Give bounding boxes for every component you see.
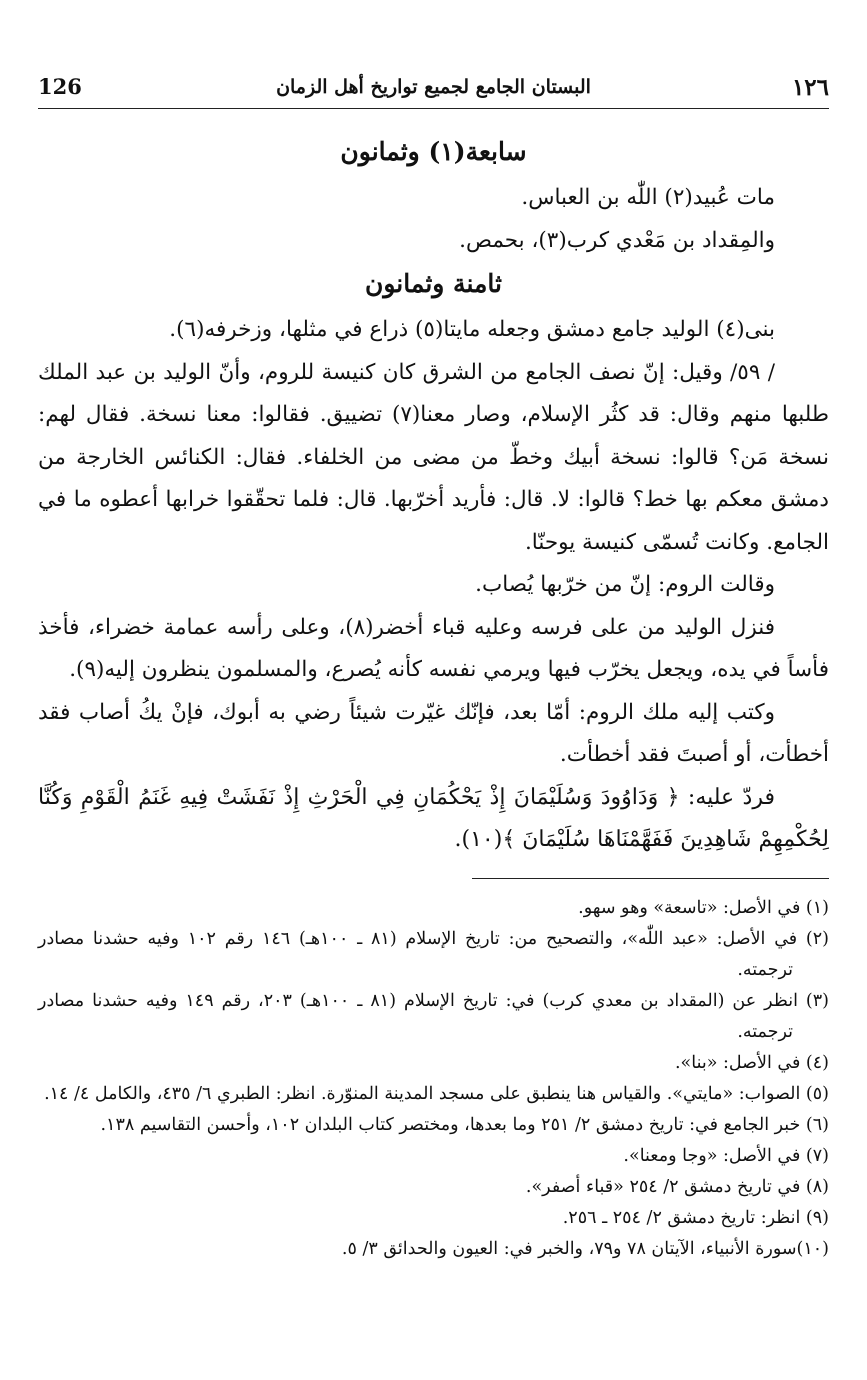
footnotes [38, 893, 829, 1265]
page-header [38, 70, 829, 110]
footnote: (٧) في الأصل: «وجا ومعنا». [623, 1146, 829, 1166]
paragraph: مات عُبيد(٢) اللّٰه بن العباس. [521, 185, 775, 210]
footnote-rule [472, 878, 829, 879]
quran-verse-paragraph: فردّ عليه: ﴿ وَدَاوُودَ وَسُلَيْمَانَ إِذْ يَحْكُمَانِ فِي الْحَرْثِ إِذْ نَفَشَتْ فِيهِ غَنَمُ الْقَوْمِ وَكُنَّا لِحُكْمِهِمْ شَاهِدِينَ فَفَهَّمْنَاهَا سُلَيْمَانَ ﴾(١٠). [38, 784, 829, 852]
paragraph: / ٥٩/ وقيل: إنّ نصف الجامع من الشرق كان كنيسة للروم، وأنّ الوليد بن عبد الملك طلبها منهم وقال: قد كثُر الإسلام، وصار معنا(٧) تضييق. فقالوا: معنا نسخة. فقال لهم: نسخة مَن؟ قالوا: نسخة أبيك وخطّ من مضى من الخلفاء. فقال: الكنائس الخارجة من دمشق معكم بها خط؟ قالوا: لا. قال: فأريد أخرّبها. قال: فلما تحقّقوا خرابها أعطوه ما في الجامع. وكانت تُسمّى كنيسة يوحنّا. [38, 359, 829, 555]
section-title: سابعة(١) وثمانون [340, 137, 527, 166]
footnote: (٢) في الأصل: «عبد اللّٰه»، والتصحيح من: تاريخ الإسلام (٨١ ـ ١٠٠هـ) ١٤٦ رقم ١٠٢ وفيه حشدنا مصادر ترجمته. [38, 929, 829, 980]
footnote: (١) في الأصل: «تاسعة» وهو سهو. [578, 898, 829, 918]
footnote: (٣) انظر عن (المقداد بن معدي كرب) في: تاريخ الإسلام (٨١ ـ ١٠٠هـ) ٢٠٣، رقم ١٤٩ وفيه حشدنا مصادر ترجمته. [38, 991, 829, 1042]
footnote: (١٠)سورة الأنبياء، الآيتان ٧٨ و٧٩، والخبر في: العيون والحدائق ٣/ ٥. [341, 1239, 829, 1259]
paragraph: وقالت الروم: إنّ من خرّبها يُصاب. [475, 572, 775, 597]
paragraph: بنى(٤) الوليد جامع دمشق وجعله مايتا(٥) ذراع في مثلها، وزخرفه(٦). [169, 317, 775, 342]
paragraph: وكتب إليه ملك الروم: أمّا بعد، فإنّك غيّرت شيئاً رضي به أبوك، فإنْ يكُ أصاب فقد أخطأت، أو أصبتَ فقد أخطأت. [38, 699, 829, 767]
footnote: (٩) انظر: تاريخ دمشق ٢/ ٢٥٤ ـ ٢٥٦. [562, 1208, 829, 1228]
footnote: (٨) في تاريخ دمشق ٢/ ٢٥٤ «قباء أصفر». [525, 1177, 829, 1197]
paragraph: فنزل الوليد من على فرسه وعليه قباء أخضر(٨)، وعلى رأسه عمامة خضراء، فأخذ فأساً في يده، ويجعل يخرّب فيها ويرمي نفسه كأنه يُصرع، والمسلمون ينظرون إليه(٩). [38, 614, 829, 682]
footnote: (٦) خبر الجامع في: تاريخ دمشق ٢/ ٢٥١ وما بعدها، ومختصر كتاب البلدان ١٠٢، وأحسن التقاسيم ١٣٨. [100, 1115, 829, 1135]
page-number-arabic: ١٢٦ [791, 74, 829, 101]
paragraph: والمِقداد بن مَعْدي كرب(٣)، بحمص. [459, 227, 775, 253]
page-number-latin: 126 [38, 74, 82, 99]
footnote: (٥) الصواب: «مايتي». والقياس هنا ينطبق على مسجد المدينة المنوّرة. انظر: الطبري ٦/ ٤٣٥، والكامل ٤/ ١٤. [44, 1084, 829, 1104]
section-title: ثامنة وثمانون [365, 269, 502, 298]
header-rule [38, 108, 829, 109]
footnote: (٤) في الأصل: «بنا». [674, 1053, 829, 1073]
running-title: البستان الجامع لجميع تواريخ أهل الزمان [276, 76, 591, 98]
main-text [38, 130, 829, 862]
